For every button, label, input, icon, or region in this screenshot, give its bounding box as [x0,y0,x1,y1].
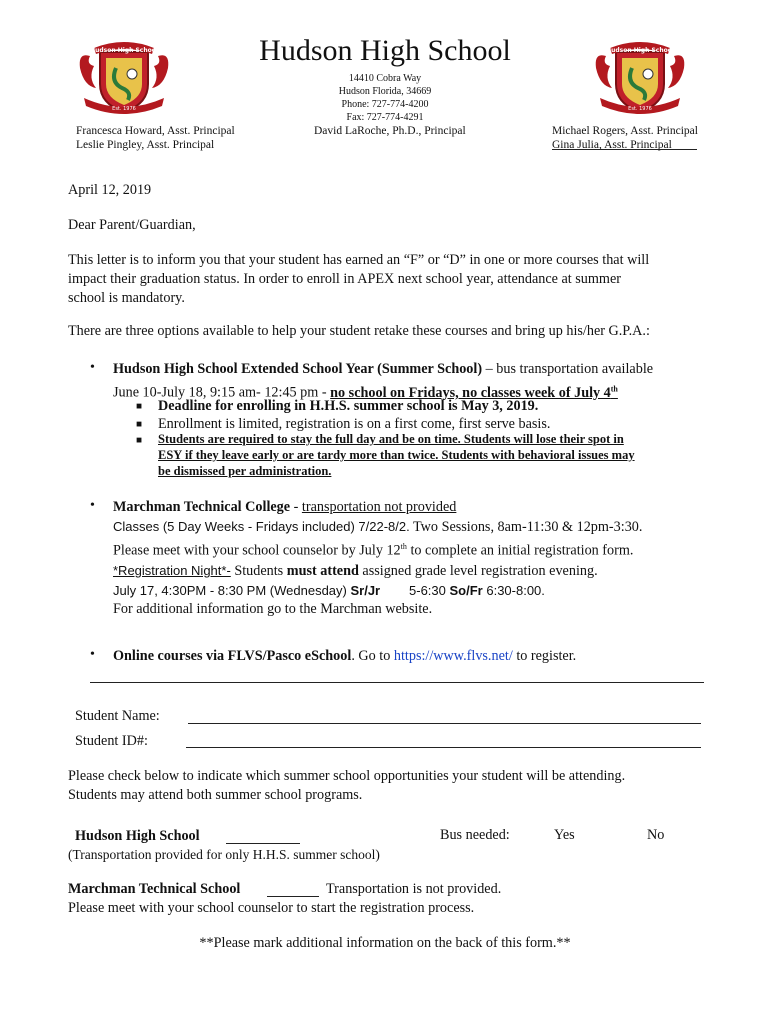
staff-name: Leslie Pingley, Asst. Principal [76,139,215,151]
form-instructions [68,767,758,805]
website-note: For additional information go to the Marchman website. [113,600,433,617]
bus-needed-label: Bus needed: [440,827,510,843]
letter-date: April 12, 2019 [68,182,152,198]
left-staff-list [76,124,235,152]
option-online: Online courses via FLVS/Pasco eSchool. Go to https://www.flvs.net/ to register. [113,648,577,664]
paragraph-line: school is mandatory. [68,290,185,306]
ordinal-suffix: th [610,384,618,393]
option-dates: Classes (5 Day Weeks - Fridays included) 7/22-8/2. [113,519,410,534]
principal-name: David LaRoche, Ph.D., Principal [314,125,466,137]
policy-line: be dismissed per administration. [158,464,332,478]
option-sessions: Two Sessions, 8am-11:30 & 12pm-3:30. [409,519,643,535]
section-divider [90,682,704,683]
instruction-line: Please check below to indicate which summer school opportunities your student will be attending. [68,768,626,784]
option-no-school-note: no school on Fridays, no classes week of July 4 [330,384,611,401]
attendance-policy [158,431,718,479]
address-city: Hudson Florida, 34669 [338,86,432,97]
bullet-dot-icon: • [90,647,95,662]
mtc-counselor-note: Please meet with your school counselor to start the registration process. [68,900,475,916]
registration-times: July 17, 4:30PM - 8:30 PM (Wednesday) Sr/Jr 5-6:30 So/Fr 6:30-8:00. [113,582,545,598]
svg-text:Hudson High School: Hudson High School [606,47,674,54]
svg-text:Hudson High School: Hudson High School [90,47,158,54]
bus-no-option[interactable]: No [647,827,665,843]
options-intro: There are three options available to help your student retake these courses and bring up his/her G.P.A.: [68,323,650,339]
staff-name: Michael Rogers, Asst. Principal [552,125,698,137]
mtc-transport-note: Transportation is not provided. [326,881,502,897]
counselor-note: Please meet with your school counselor by July 12 [113,542,401,559]
bus-yes-option[interactable]: Yes [554,827,575,843]
address-fax: Fax: 727-774-4291 [346,112,424,123]
ordinal-suffix: th [400,542,407,551]
deadline-note: Deadline for enrolling in H.H.S. summer school is May 3, 2019. [158,398,539,414]
staff-name: Gina Julia, Asst. Principal [552,139,672,151]
instruction-line: Students may attend both summer school programs. [68,787,363,803]
school-name: Hudson High School [259,34,511,67]
option-transport: transportation not provided [301,499,457,515]
hhs-transport-note: (Transportation provided for only H.H.S. summer school) [68,847,380,862]
address-phone: Phone: 727-774-4200 [341,99,429,110]
option-title: Online courses via FLVS/Pasco eSchool [113,648,352,664]
intro-paragraph [68,251,758,308]
bullet-dot-icon: • [90,498,95,513]
school-address [0,72,770,124]
flvs-link[interactable]: https://www.flvs.net/ [393,648,513,664]
header-divider [552,149,697,150]
policy-line: Students are required to stay the full day and be on time. Students will lose their spot in [158,432,624,446]
mtc-option-label: Marchman Technical School [68,881,241,897]
paragraph-line: impact their graduation status. In order to enroll in APEX next school year, attendance at summer [68,271,621,287]
svg-text:Est. 1976: Est. 1976 [628,106,652,112]
square-bullet-icon: ■ [136,435,143,446]
staff-name: Francesca Howard, Asst. Principal [76,125,235,137]
square-bullet-icon: ■ [136,401,143,412]
policy-line: ESY if they leave early or are tardy more than twice. Students with behavioral issues may [158,448,635,462]
letter-salutation: Dear Parent/Guardian, [68,217,196,233]
bullet-dot-icon: • [90,360,95,375]
registration-night-label: *Registration Night*- [113,562,231,578]
enrollment-note: Enrollment is limited, registration is on a first come, first serve basis. [158,416,551,432]
paragraph-line: This letter is to inform you that your student has earned an “F” or “D” in one or more courses that will [68,252,650,268]
hhs-option-label: Hudson High School [75,828,200,844]
student-name-field[interactable] [188,723,701,724]
student-name-label: Student Name: [75,708,160,724]
square-bullet-icon: ■ [136,419,143,430]
option-title: Marchman Technical College [113,499,291,515]
option-title: Hudson High School Extended School Year (Summer School) [113,361,483,377]
address-street: 14410 Cobra Way [348,73,422,84]
option-dates: June 10-July 18, 9:15 am- 12:45 pm - [113,384,331,401]
student-id-label: Student ID#: [75,733,148,749]
option-transport: – bus transportation available [482,361,654,377]
right-staff-list [552,124,698,152]
student-id-field[interactable] [186,747,701,748]
mtc-checkbox-line[interactable] [267,896,319,897]
svg-text:Est. 1976: Est. 1976 [112,106,136,112]
option-marchman: Marchman Technical College - transportation not provided Classes (5 Day Weeks - Fridays included) 7/22-8/2. Two Sessions, 8am-11:30 & 12pm-3:30. Please meet with your school counselor by July 12th to complete an initial registration form. *Registration Night*- Students must attend assigned grade level registration evening. July 17, 4:30PM - 8:30 PM (Wednesday) Sr/Jr 5-6:30 So/Fr 6:30-8:00. For additional information go to the Marchman website. [113,498,753,619]
back-of-form-note: **Please mark additional information on the back of this form.** [199,935,571,951]
hhs-checkbox-line[interactable] [226,843,300,844]
